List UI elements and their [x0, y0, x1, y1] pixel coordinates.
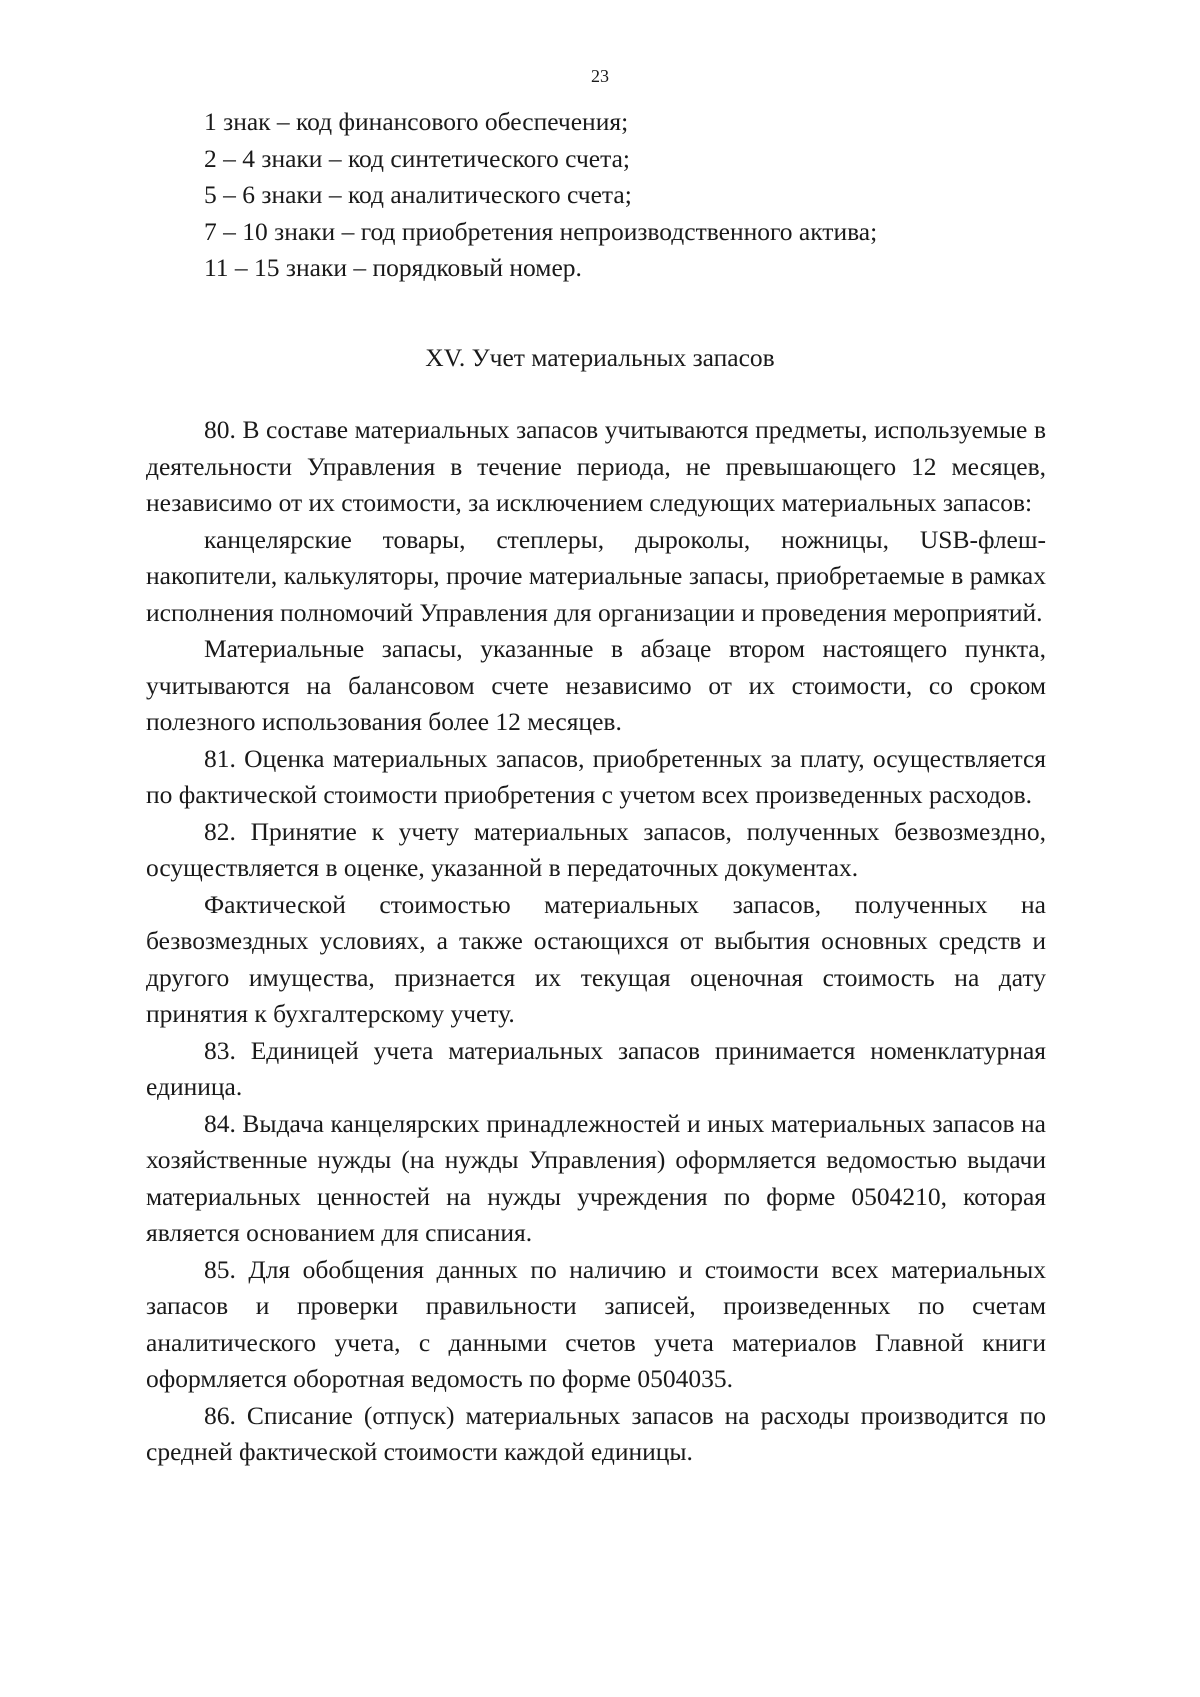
list-item: 2 – 4 знаки – код синтетического счета; — [204, 143, 630, 173]
page-number: 23 — [591, 66, 609, 86]
paragraph: 81. Оценка материальных запасов, приобретенных за плату, осуществляется по фактической стоимости приобретения с учетом всех произведенных расходов. — [146, 743, 1046, 809]
paragraph: 83. Единицей учета материальных запасов принимается номенклатурная единица. — [146, 1035, 1046, 1101]
list-item: 7 – 10 знаки – год приобретения непроизводственного актива; — [204, 216, 878, 246]
list-item: 1 знак – код финансового обеспечения; — [204, 107, 629, 136]
paragraph: 85. Для обобщения данных по наличию и стоимости всех материальных запасов и проверки правильности записей, произведенных по счетам аналитического учета, с данными счетов учета материалов Главной книги оформляется оборотная ведомость по форме 0504035. — [146, 1254, 1046, 1393]
paragraph: 80. В составе материальных запасов учитываются предметы, используемые в деятельности Управления в течение периода, не превышающего 12 месяцев, независимо от их стоимости, за исключением следующих материальных запасов: — [146, 415, 1046, 517]
paragraph: Материальные запасы, указанные в абзаце втором настоящего пункта, учитываются на балансовом счете независимо от их стоимости, со сроком полезного использования более 12 месяцев. — [146, 634, 1046, 736]
code-structure-list — [146, 104, 1046, 287]
paragraph: 86. Списание (отпуск) материальных запасов на расходы производится по средней фактической стоимости каждой единицы. — [146, 1400, 1046, 1466]
section-heading: XV. Учет материальных запасов — [425, 343, 775, 372]
paragraph: 82. Принятие к учету материальных запасов, полученных безвозмездно, осуществляется в оценке, указанной в передаточных документах. — [146, 816, 1046, 882]
list-item: 5 – 6 знаки – код аналитического счета; — [204, 180, 632, 209]
paragraph: Фактической стоимостью материальных запасов, полученных на безвозмездных условиях, а также остающихся от выбытия основных средств и другого имущества, признается их текущая оценочная стоимость на дату принятия к бухгалтерскому учету. — [146, 889, 1046, 1028]
list-item: 11 – 15 знаки – порядковый номер. — [204, 253, 582, 282]
section-body — [146, 412, 1046, 1471]
paragraph: 84. Выдача канцелярских принадлежностей и иных материальных запасов на хозяйственные нужды (на нужды Управления) оформляется ведомостью выдачи материальных ценностей на нужды учреждения по форме 0504210, которая является основанием для списания. — [146, 1108, 1046, 1247]
paragraph: канцелярские товары, степлеры, дыроколы, ножницы, USB-флеш-накопители, калькуляторы, прочие материальные запасы, приобретаемые в рамках исполнения полномочий Управления для организации и проведения мероприятий. — [146, 524, 1046, 627]
